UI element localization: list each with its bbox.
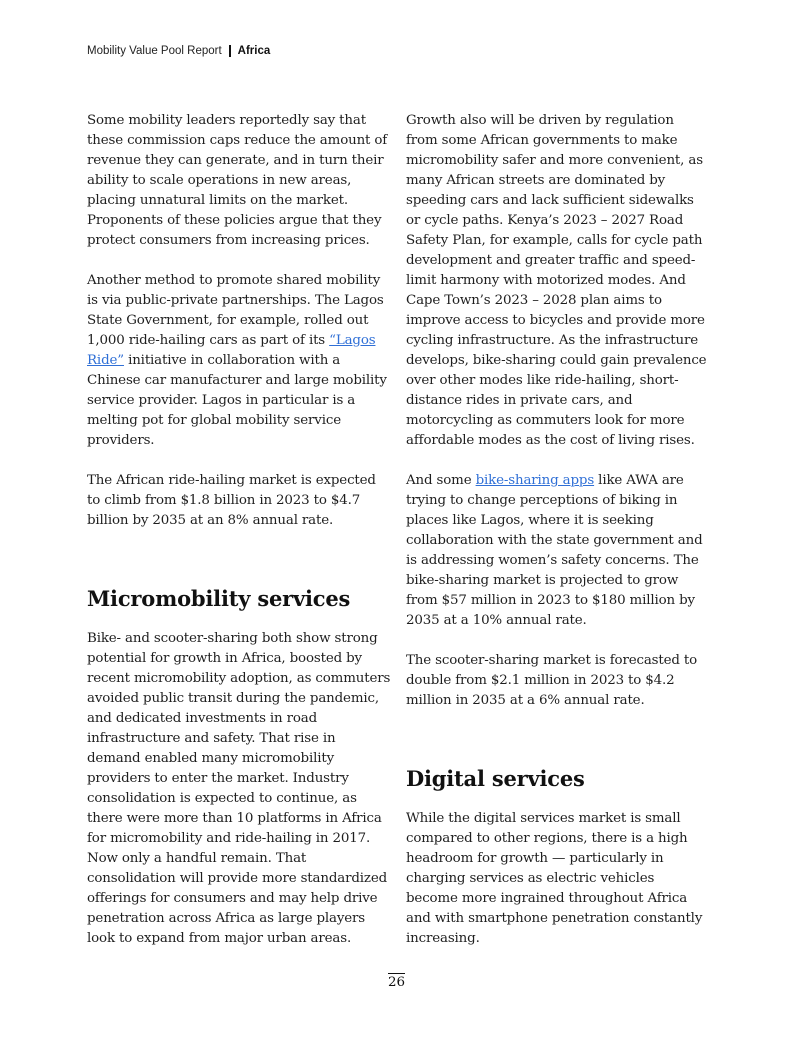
- lagos-ride-link[interactable]: “Lagos Ride”: [87, 333, 376, 368]
- page-number: [0, 973, 793, 990]
- report-title: Mobility Value Pool Report: [87, 45, 222, 57]
- right-column: [406, 111, 709, 949]
- heading-micromobility: Micromobility services: [87, 586, 351, 611]
- paragraph-bike-sharing: [406, 471, 709, 631]
- paragraph-text: like AWA are trying to change perceptions of biking in places like Lagos, where it is seeking collaboration with the state government and is addressing women’s safety concerns. The bike-sharing market is projected to grow from $57 million in 2023 to $180 million by 2035 at a 10% annual rate.: [406, 473, 703, 628]
- left-column: [87, 111, 392, 949]
- running-header: [87, 45, 270, 57]
- heading-digital-services: Digital services: [406, 766, 585, 791]
- paragraph-text: Another method to promote shared mobility is via public-private partnerships. The Lagos State Government, for example, rolled out 1,000 ride-hailing cars as part of its: [87, 273, 384, 348]
- paragraph-ride-hailing-market: The African ride-hailing market is expected to climb from $1.8 billion in 2023 to $4.7 billion by 2035 at an 8% annual rate.: [87, 473, 376, 528]
- header-divider: [229, 45, 231, 57]
- paragraph-micromobility: Bike- and scooter-sharing both show strong potential for growth in Africa, boosted by recent micromobility adoption, as commuters avoided public transit during the pandemic, and dedicated investments in road infrastructure and safety. That rise in demand enabled many micromobility providers to enter the market. Industry consolidation is expected to continue, as there were more than 10 platforms in Africa for micromobility and ride-hailing in 2017. Now only a handful remain. That consolidation will provide more standardized offerings for consumers and may help drive penetration across Africa as large players look to expand from major urban areas.: [87, 631, 391, 946]
- paragraph-digital-services: While the digital services market is small compared to other regions, there is a high headroom for growth — particularly in charging services as electric vehicles become more ingrained throughout Africa and with smartphone penetration constantly increasing.: [406, 811, 703, 946]
- paragraph-scooter-sharing: The scooter-sharing market is forecasted to double from $2.1 million in 2023 to $4.2 million in 2035 at a 6% annual rate.: [406, 653, 698, 708]
- bike-sharing-apps-link[interactable]: bike-sharing apps: [475, 473, 595, 488]
- region-label: Africa: [237, 45, 271, 57]
- paragraph-commission-caps: Some mobility leaders reportedly say that these commission caps reduce the amount of revenue they can generate, and in turn their ability to scale operations in new areas, placing unnatural limits on the market. Proponents of these policies argue that they protect consumers from increasing prices.: [87, 113, 388, 248]
- paragraph-public-private: [87, 271, 392, 451]
- paragraph-regulation: Growth also will be driven by regulation from some African governments to make micromobility safer and more convenient, as many African streets are dominated by speeding cars and lack sufficient sidewalks or cycle paths. Kenya’s 2023 – 2027 Road Safety Plan, for example, calls for cycle path development and greater traffic and speed-limit harmony with motorized modes. And Cape Town’s 2023 – 2028 plan aims to improve access to bicycles and provide more cycling infrastructure. As the infrastructure develops, bike-sharing could gain prevalence over other modes like ride-hailing, short-distance rides in private cars, and motorcycling as commuters look for more affordable modes as the cost of living rises.: [406, 113, 707, 448]
- paragraph-text: And some: [406, 473, 476, 488]
- page-number-text: 26: [387, 975, 406, 990]
- paragraph-text: initiative in collaboration with a Chinese car manufacturer and large mobility service provider. Lagos in particular is a melting pot for global mobility service providers.: [87, 353, 387, 448]
